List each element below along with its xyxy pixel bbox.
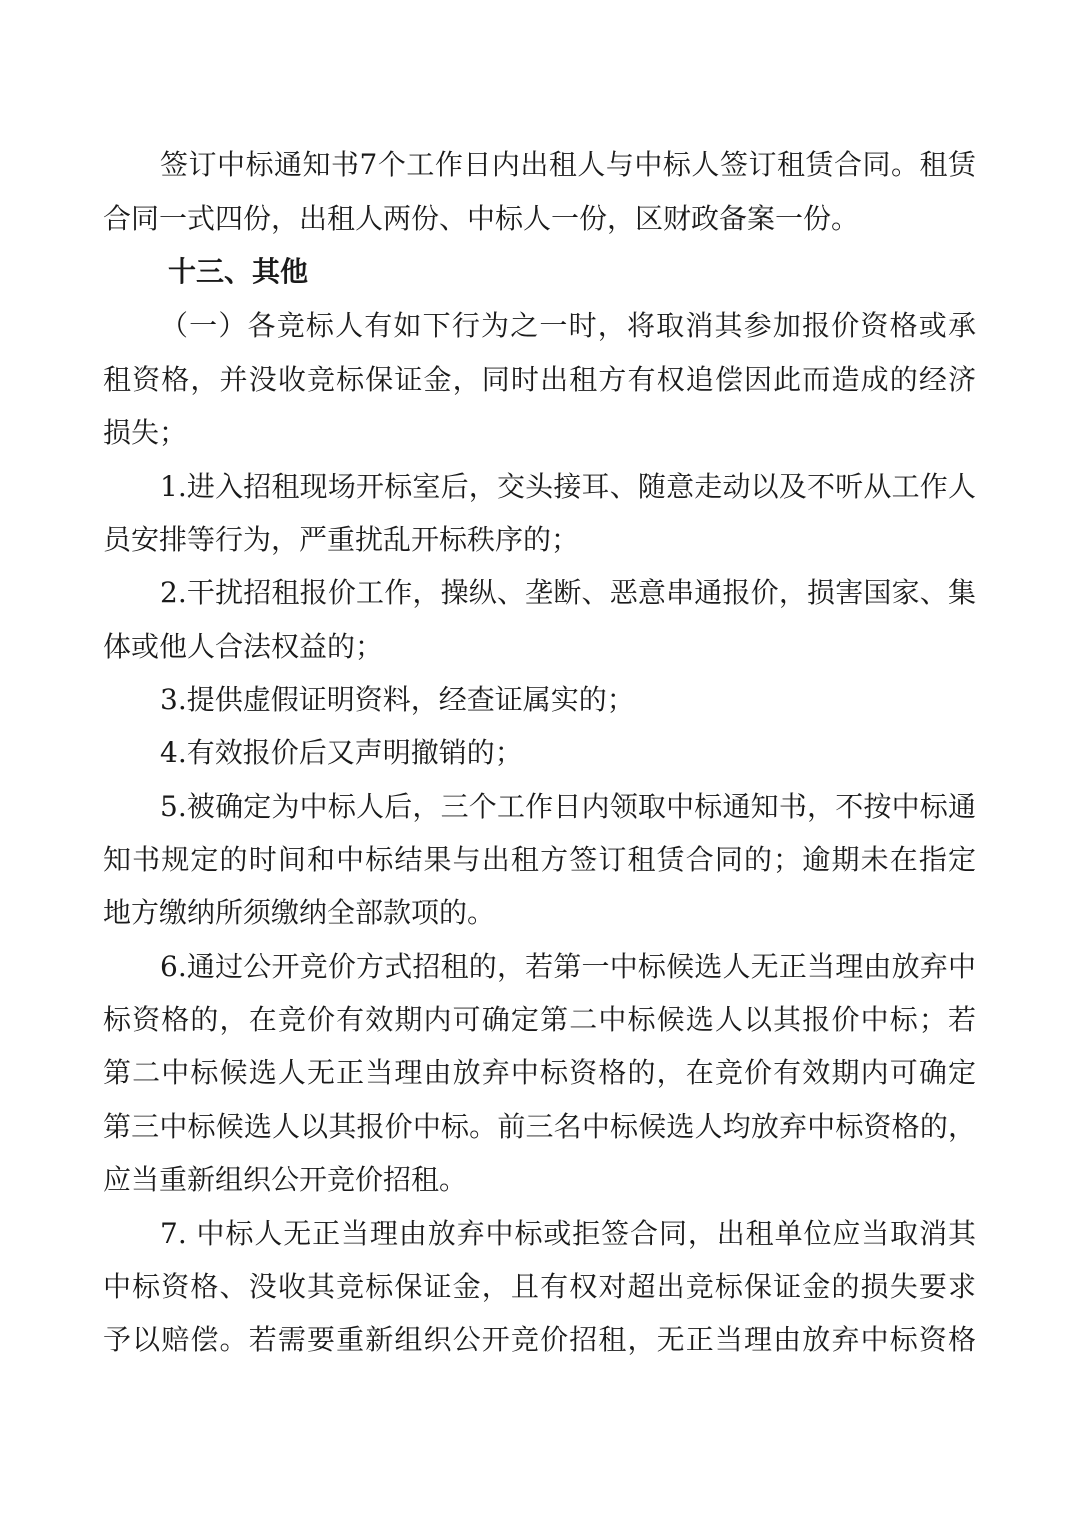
list-item-text: 予以赔偿。若需要重新组织公开竞价招租，无正当理由放弃中标资格 bbox=[103, 1323, 976, 1356]
list-item-text: 7. 中标人无正当理由放弃中标或拒签合同，出租单位应当取消其 bbox=[160, 1217, 976, 1250]
paragraph-text: 合同一式四份，出租人两份、中标人一份，区财政备案一份。 bbox=[103, 202, 860, 235]
section-heading bbox=[0, 245, 1074, 299]
paragraph-line bbox=[0, 299, 1074, 353]
list-item-line bbox=[0, 833, 1074, 887]
list-item-text: 2.干扰招租报价工作，操纵、垄断、恶意串通报价，损害国家、集 bbox=[160, 576, 976, 609]
paragraph-text: （一）各竞标人有如下行为之一时，将取消其参加报价资格或承 bbox=[160, 309, 976, 342]
list-item-text: 应当重新组织公开竞价招租。 bbox=[103, 1163, 468, 1196]
list-item-line bbox=[0, 1207, 1074, 1261]
list-item-line bbox=[0, 1046, 1074, 1100]
list-item-line bbox=[0, 1153, 1074, 1207]
paragraph-line bbox=[0, 353, 1074, 407]
list-item-line bbox=[0, 993, 1074, 1047]
paragraph-text: 租资格，并没收竞标保证金，同时出租方有权追偿因此而造成的经济 bbox=[103, 363, 976, 396]
list-item-text: 标资格的，在竞价有效期内可确定第二中标候选人以其报价中标；若 bbox=[103, 1003, 976, 1036]
list-item-text: 地方缴纳所须缴纳全部款项的。 bbox=[103, 896, 496, 929]
list-item-line bbox=[0, 780, 1074, 834]
list-item-line bbox=[0, 1313, 1074, 1367]
list-item-line bbox=[0, 1260, 1074, 1314]
list-item-line bbox=[0, 460, 1074, 514]
list-item-line bbox=[0, 566, 1074, 620]
list-item-text: 5.被确定为中标人后，三个工作日内领取中标通知书，不按中标通 bbox=[160, 790, 976, 823]
list-item-line bbox=[0, 726, 1074, 780]
list-item-text: 知书规定的时间和中标结果与出租方签订租赁合同的；逾期未在指定 bbox=[103, 843, 976, 876]
list-item-line bbox=[0, 1100, 1074, 1154]
paragraph-line bbox=[0, 138, 1074, 192]
list-item-line bbox=[0, 886, 1074, 940]
list-item-text: 员安排等行为，严重扰乱开标秩序的； bbox=[103, 523, 580, 556]
list-item-line bbox=[0, 513, 1074, 567]
list-item-line bbox=[0, 940, 1074, 994]
paragraph-text: 签订中标通知书7个工作日内出租人与中标人签订租赁合同。租赁 bbox=[160, 148, 976, 181]
list-item-text: 体或他人合法权益的； bbox=[103, 630, 384, 663]
paragraph-line bbox=[0, 192, 1074, 246]
paragraph-text: 损失； bbox=[103, 416, 188, 449]
list-item-text: 3.提供虚假证明资料，经查证属实的； bbox=[160, 683, 635, 716]
list-item-text: 第三中标候选人以其报价中标。前三名中标候选人均放弃中标资格的， bbox=[103, 1110, 976, 1143]
list-item-text: 4.有效报价后又声明撤销的； bbox=[160, 736, 523, 769]
list-item-line bbox=[0, 673, 1074, 727]
list-item-text: 1.进入招租现场开标室后，交头接耳、随意走动以及不听从工作人 bbox=[160, 470, 976, 503]
list-item-text: 第二中标候选人无正当理由放弃中标资格的，在竞价有效期内可确定 bbox=[103, 1056, 976, 1089]
list-item-text: 6.通过公开竞价方式招租的，若第一中标候选人无正当理由放弃中 bbox=[160, 950, 976, 983]
list-item-line bbox=[0, 620, 1074, 674]
list-item-text: 中标资格、没收其竞标保证金，且有权对超出竞标保证金的损失要求 bbox=[103, 1270, 976, 1303]
paragraph-line bbox=[0, 406, 1074, 460]
section-heading-text: 十三、其他 bbox=[168, 255, 309, 288]
